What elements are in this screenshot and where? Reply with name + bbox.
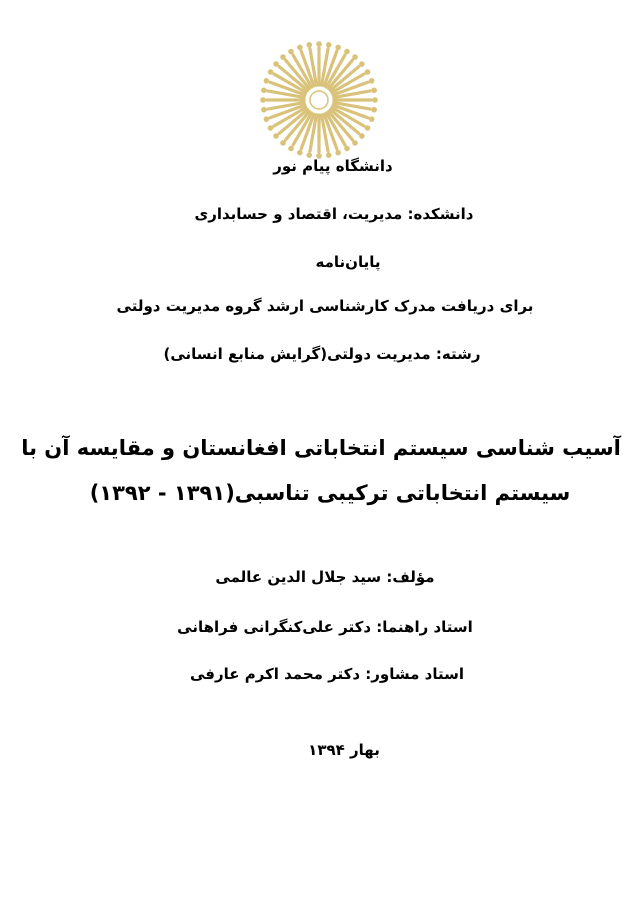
logo-ray-tip	[264, 78, 270, 84]
advisor: استاد مشاور: دکتر محمد اکرم عارفی	[190, 665, 464, 683]
document-type: پایان‌نامه	[315, 253, 381, 271]
logo-ray-tip	[268, 69, 274, 75]
logo-ray-tip	[352, 54, 358, 60]
logo-ray-tip	[297, 45, 303, 51]
logo-ray-tip	[369, 78, 375, 84]
thesis-title-line-1: آسیب شناسی سیستم انتخاباتی افغانستان و مقایسه آن با	[21, 436, 621, 460]
logo-center	[310, 91, 328, 109]
logo-ray-tip	[280, 54, 286, 60]
logo-ray-tip	[365, 125, 371, 131]
logo-ray-tip	[369, 116, 375, 122]
logo-ray-tip	[280, 140, 286, 146]
logo-ray-tip	[371, 87, 377, 93]
logo-ray-tip	[261, 107, 267, 113]
logo-ray-tip	[260, 97, 266, 103]
logo-ray-tip	[372, 97, 378, 103]
logo-ray-tip	[335, 150, 341, 156]
faculty-name: دانشکده: مدیریت، اقتصاد و حسابداری	[194, 205, 474, 223]
logo-ray-tip	[264, 116, 270, 122]
degree-statement: برای دریافت مدرک کارشناسی ارشد گروه مدیریت دولتی	[116, 297, 534, 315]
logo-ray-tip	[288, 146, 294, 152]
logo-ray-tip	[273, 133, 279, 139]
logo-ray-tip	[326, 42, 332, 48]
university-logo	[259, 40, 379, 160]
logo-ray-tip	[288, 49, 294, 55]
author: مؤلف: سید جلال الدین عالمی	[215, 568, 435, 586]
logo-ray-tip	[344, 146, 350, 152]
field-of-study: رشته: مدیریت دولتی(گرایش منابع انسانی)	[163, 345, 481, 363]
logo-ray-tip	[297, 150, 303, 156]
logo-ray-tip	[359, 133, 365, 139]
logo-ray-tip	[268, 125, 274, 131]
logo-ray-tip	[344, 49, 350, 55]
logo-ray-tip	[335, 45, 341, 51]
logo-ray-tip	[261, 87, 267, 93]
thesis-title-line-2: سیستم انتخاباتی ترکیبی تناسبی(۱۳۹۱ - ۱۳۹۲)	[89, 481, 571, 505]
logo-ray-tip	[316, 41, 322, 47]
logo-ray-tip	[359, 61, 365, 67]
logo-ray-tip	[365, 69, 371, 75]
supervisor: استاد راهنما: دکتر علی‌کنگرانی فراهانی	[177, 618, 473, 636]
logo-ray-tip	[273, 61, 279, 67]
logo-ray-tip	[371, 107, 377, 113]
date: بهار ۱۳۹۴	[308, 741, 380, 759]
university-name: دانشگاه پیام نور	[273, 157, 393, 175]
logo-ray-tip	[306, 42, 312, 48]
logo-ray-tip	[352, 140, 358, 146]
